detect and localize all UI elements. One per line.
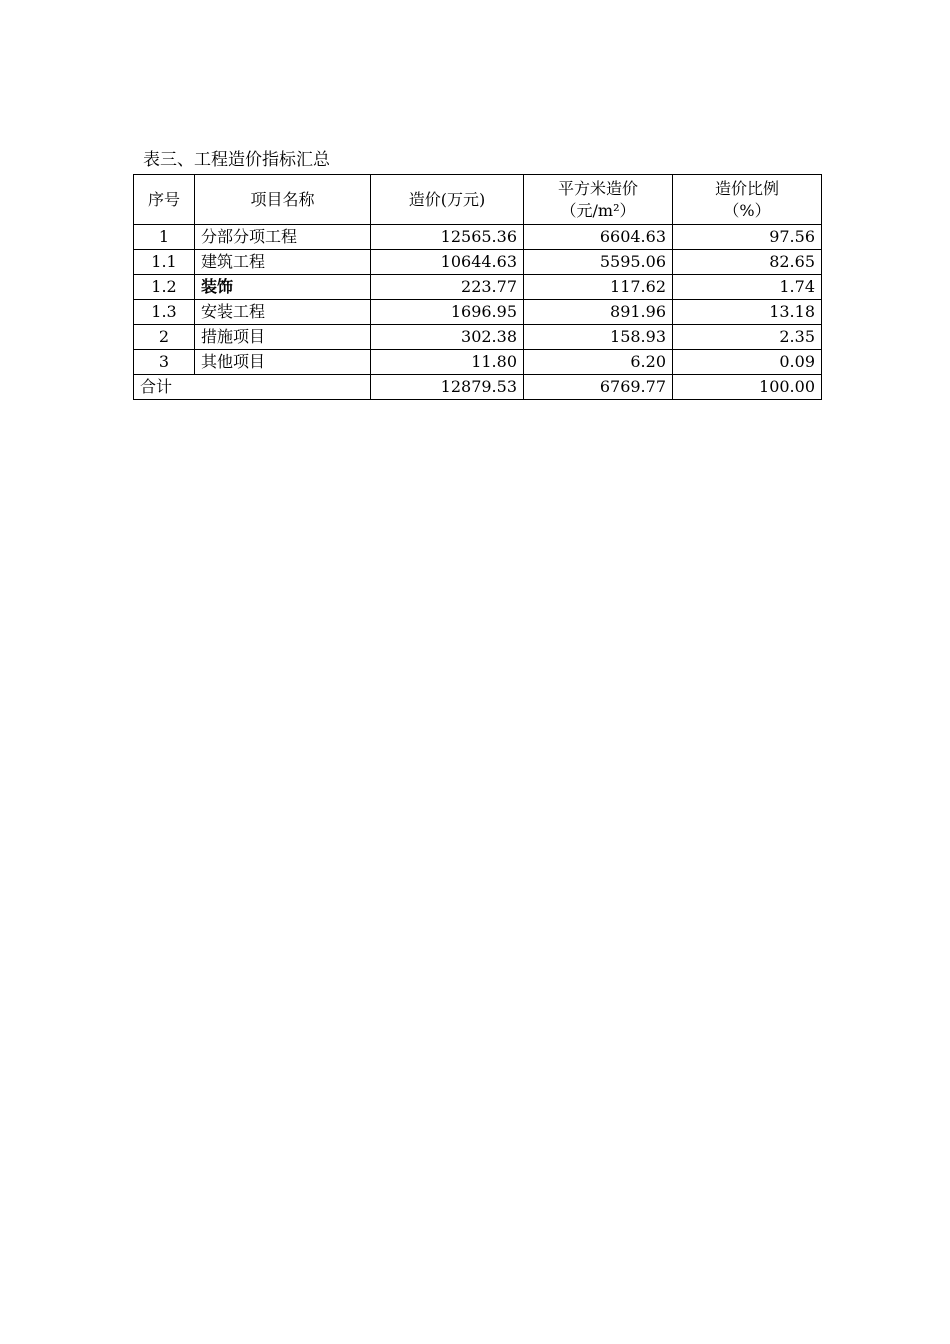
table-row — [134, 225, 822, 250]
row-no: 1.3 — [134, 300, 195, 325]
header-unit-cost — [524, 175, 673, 225]
table-row — [134, 300, 822, 325]
row-unit-cost: 5595.06 — [524, 250, 673, 275]
row-name: 装饰 — [195, 275, 371, 300]
row-cost: 302.38 — [371, 325, 524, 350]
row-no: 2 — [134, 325, 195, 350]
total-cost: 12879.53 — [371, 375, 524, 400]
row-ratio: 0.09 — [673, 350, 822, 375]
table-row — [134, 350, 822, 375]
header-no: 序号 — [134, 175, 195, 225]
row-ratio: 1.74 — [673, 275, 822, 300]
total-ratio: 100.00 — [673, 375, 822, 400]
header-ratio — [673, 175, 822, 225]
row-name: 措施项目 — [195, 325, 371, 350]
row-unit-cost: 158.93 — [524, 325, 673, 350]
row-unit-cost: 891.96 — [524, 300, 673, 325]
row-unit-cost: 6604.63 — [524, 225, 673, 250]
row-no: 1.1 — [134, 250, 195, 275]
row-ratio: 97.56 — [673, 225, 822, 250]
cost-index-table — [133, 174, 822, 400]
row-cost: 12565.36 — [371, 225, 524, 250]
row-unit-cost: 117.62 — [524, 275, 673, 300]
row-ratio: 13.18 — [673, 300, 822, 325]
table-row — [134, 250, 822, 275]
row-name: 分部分项工程 — [195, 225, 371, 250]
header-unit-cost-line2: （元/m²） — [560, 200, 636, 220]
header-unit-cost-line1: 平方米造价 — [557, 178, 638, 198]
total-label: 合计 — [134, 375, 371, 400]
header-ratio-line2: （%） — [723, 200, 771, 220]
table-row — [134, 325, 822, 350]
row-no: 1.2 — [134, 275, 195, 300]
row-name: 其他项目 — [195, 350, 371, 375]
row-no: 3 — [134, 350, 195, 375]
table-total-row — [134, 375, 822, 400]
total-unit-cost: 6769.77 — [524, 375, 673, 400]
row-cost: 11.80 — [371, 350, 524, 375]
row-ratio: 82.65 — [673, 250, 822, 275]
row-no: 1 — [134, 225, 195, 250]
header-name: 项目名称 — [195, 175, 371, 225]
table-header-row — [134, 175, 822, 225]
row-name: 安装工程 — [195, 300, 371, 325]
row-unit-cost: 6.20 — [524, 350, 673, 375]
table-caption: 表三、工程造价指标汇总 — [143, 150, 330, 170]
row-cost: 223.77 — [371, 275, 524, 300]
row-name: 建筑工程 — [195, 250, 371, 275]
row-ratio: 2.35 — [673, 325, 822, 350]
header-ratio-line1: 造价比例 — [714, 178, 779, 198]
header-cost: 造价(万元) — [371, 175, 524, 225]
row-cost: 1696.95 — [371, 300, 524, 325]
table-row — [134, 275, 822, 300]
row-cost: 10644.63 — [371, 250, 524, 275]
